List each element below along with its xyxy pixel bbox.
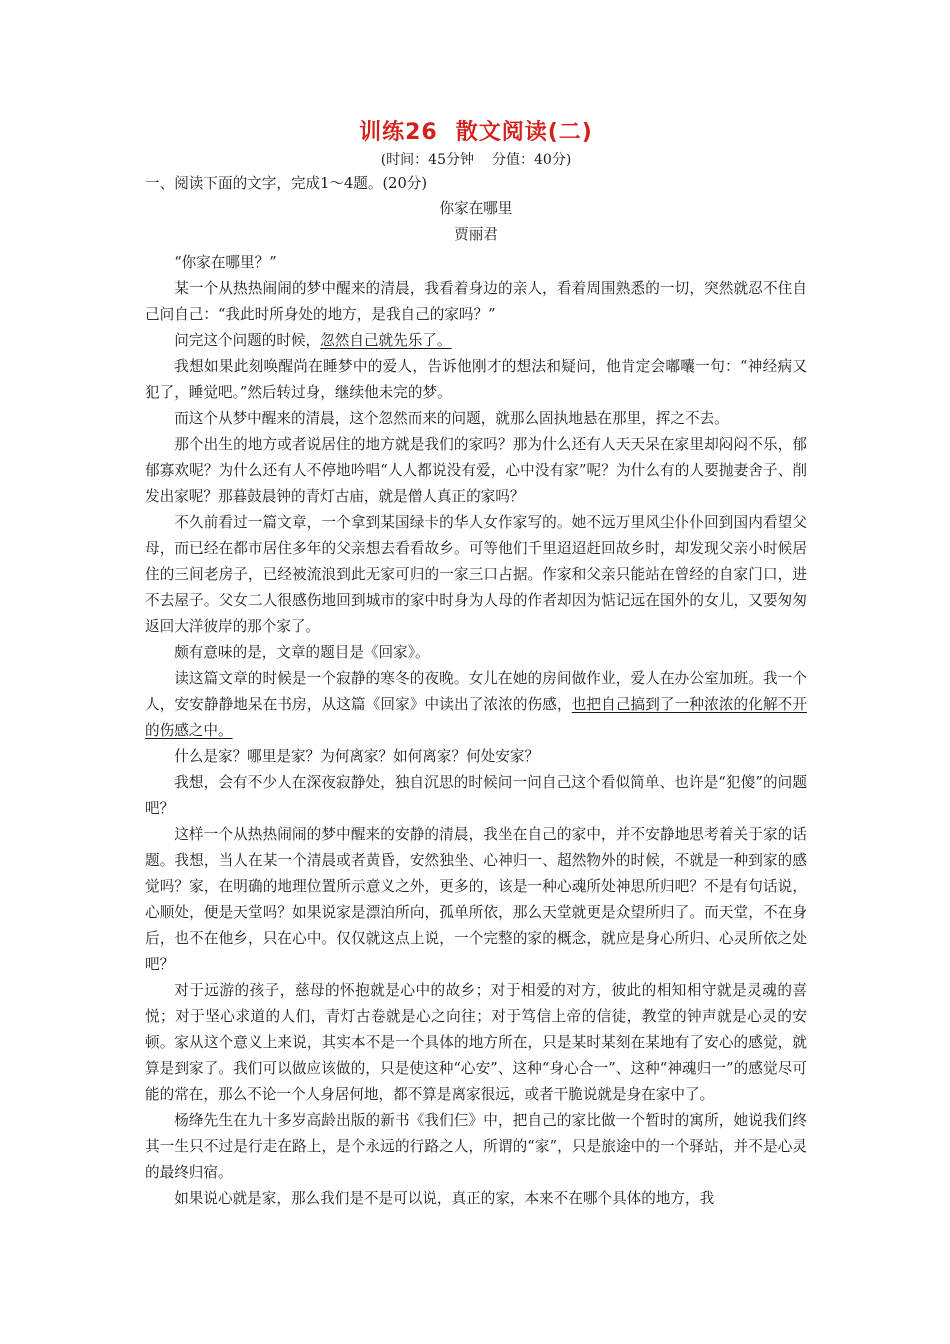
paragraph-8: 颇有意味的是，文章的题目是《回家》。	[174, 644, 430, 661]
article-title: 你家在哪里	[439, 200, 513, 217]
document-page	[145, 118, 807, 1212]
paragraph-6: 那个出生的地方或者说居住的地方就是我们的家吗？那为什么还有人天天呆在家里却闷闷不乐，郁郁寡欢呢？为什么还有人不停地吟唱“人人都说没有爱，心中没有家”呢？为什么有的人要抛妻舍子、削发出家呢？那暮鼓晨钟的青灯古庙，就是僧人真正的家吗？	[145, 436, 807, 505]
paragraph-13: 对于远游的孩子，慈母的怀抱就是心中的故乡；对于相爱的对方，彼此的相知相守就是灵魂的喜悦；对于坚心求道的人们，青灯古卷就是心之向往；对于笃信上帝的信徒，教堂的钟声就是心灵的安顿。家从这个意义上来说，其实本不是一个具体的地方所在，只是某时某刻在某地有了安心的感觉，就算是到家了。我们可以做应该做的，只是使这种“心安”、这种“身心合一”、这种“神魂归一”的感觉尽可能的常在，那么不论一个人身居何地，都不算是离家很远，或者干脆说就是身在家中了。	[145, 982, 807, 1103]
underlined-phrase-2: 也把自己搞到了一种浓浓的化解不开的伤感之中。	[145, 696, 807, 739]
time-limit: (时间：45分钟	[380, 152, 474, 168]
paragraph-9-text: 读这篇文章的时候是一个寂静的寒冬的夜晚。女儿在她的房间做作业，爱人在办公室加班。我一个人，安安静静地呆在书房，从这篇《回家》中读出了浓浓的伤感，	[145, 670, 807, 713]
underlined-phrase-1: 忽然自己就先乐了。	[320, 332, 452, 349]
paragraph-14: 杨绛先生在九十多岁高龄出版的新书《我们仨》中，把自己的家比做一个暂时的寓所，她说我们终其一生只不过是行走在路上，是个永远的行路之人，所谓的“家”，只是旅途中的一个驿站，并不是心灵的最终归宿。	[145, 1112, 807, 1181]
paragraph-9	[145, 666, 807, 744]
page-title	[145, 118, 807, 148]
article-author: 贾丽君	[454, 226, 498, 243]
paragraph-1: “你家在哪里？”	[174, 254, 277, 271]
paragraph-4: 我想如果此刻唤醒尚在睡梦中的爱人，告诉他刚才的想法和疑问，他肯定会嘟囔一句：“神经病又犯了，睡觉吧。”然后转过身，继续他未完的梦。	[145, 358, 807, 401]
title-topic: 散文阅读(二)	[455, 120, 593, 145]
score-total: 分值：40分)	[492, 152, 572, 168]
section-instruction: 一、阅读下面的文字，完成1～4题。(20分)	[145, 175, 428, 192]
paragraph-3-text: 问完这个问题的时候，	[174, 332, 321, 349]
paragraph-2: 某一个从热热闹闹的梦中醒来的清晨，我看着身边的亲人，看着周围熟悉的一切，突然就忍不住自己问自己：“我此时所身处的地方，是我自己的家吗？”	[145, 280, 807, 323]
paragraph-10: 什么是家？哪里是家？为何离家？如何离家？何处安家？	[174, 748, 540, 765]
paragraph-3	[145, 328, 807, 354]
paragraph-7: 不久前看过一篇文章，一个拿到某国绿卡的华人女作家写的。她不远万里风尘仆仆回到国内看望父母，而已经在都市居住多年的父亲想去看看故乡。可等他们千里迢迢赶回故乡时，却发现父亲小时候居住的三间老房子，已经被流浪到此无家可归的一家三口占据。作家和父亲只能站在曾经的自家门口，进不去屋子。父女二人很感伤地回到城市的家中时身为人母的作者却因为惦记远在国外的女儿，又要匆匆返回大洋彼岸的那个家了。	[145, 514, 807, 635]
paragraph-15: 如果说心就是家，那么我们是不是可以说，真正的家，本来不在哪个具体的地方，我	[174, 1190, 715, 1207]
paragraph-5: 而这个从梦中醒来的清晨，这个忽然而来的问题，就那么固执地悬在那里，挥之不去。	[174, 410, 729, 427]
paragraph-12: 这样一个从热热闹闹的梦中醒来的安静的清晨，我坐在自己的家中，并不安静地思考着关于家的话题。我想，当人在某一个清晨或者黄昏，安然独坐、心神归一、超然物外的时候，不就是一种到家的感觉吗？家，在明确的地理位置所示意义之外，更多的，该是一种心魂所处神思所归吧？不是有句话说，心顺处，便是天堂吗？如果说家是漂泊所向，孤单所依，那么天堂就更是众望所归了。而天堂，不在身后，也不在他乡，只在心中。仅仅就这点上说，一个完整的家的概念，就应是身心所归、心灵所依之处吧？	[145, 826, 807, 973]
paragraph-11: 我想，会有不少人在深夜寂静处，独自沉思的时候问一问自己这个看似简单、也许是“犯傻”的问题吧？	[145, 774, 807, 817]
title-number: 训练26	[359, 120, 438, 145]
time-score-info	[145, 148, 807, 172]
